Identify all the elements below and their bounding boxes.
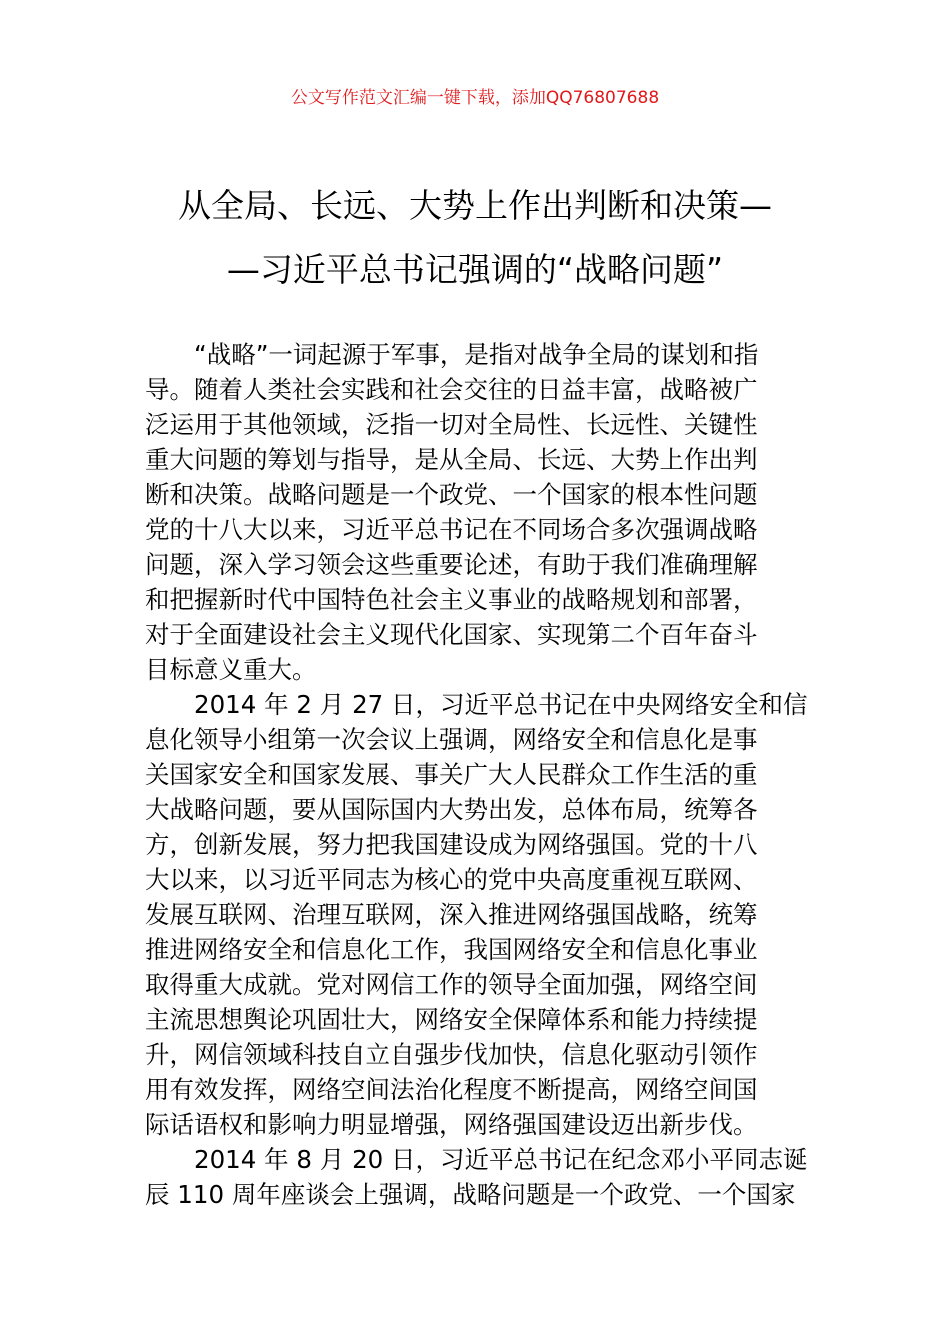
body-line: 关国家安全和国家发展、事关广大人民群众工作生活的重 <box>145 760 758 789</box>
body-line: 2014 年 2 月 27 日，习近平总书记在中央网络安全和信 <box>194 690 808 719</box>
body-line: 大以来，以习近平同志为核心的党中央高度重视互联网、 <box>145 865 758 894</box>
body-line: 取得重大成就。党对网信工作的领导全面加强，网络空间 <box>145 970 758 999</box>
body-line: 重大问题的筹划与指导，是从全局、长远、大势上作出判 <box>145 445 758 474</box>
body-line: 对于全面建设社会主义现代化国家、实现第二个百年奋斗 <box>145 620 758 649</box>
body-line: 际话语权和影响力明显增强，网络强国建设迈出新步伐。 <box>145 1110 758 1139</box>
body-line: “战略”一词起源于军事，是指对战争全局的谋划和指 <box>194 340 759 369</box>
body-line: 问题，深入学习领会这些重要论述，有助于我们准确理解 <box>145 550 758 579</box>
body-line: 2014 年 8 月 20 日，习近平总书记在纪念邓小平同志诞 <box>194 1145 808 1174</box>
document-title-line-2: —习近平总书记强调的“战略问题” <box>226 250 724 289</box>
body-line: 发展互联网、治理互联网，深入推进网络强国战略，统筹 <box>145 900 758 929</box>
body-line: 大战略问题，要从国际国内大势出发，总体布局，统筹各 <box>145 795 758 824</box>
body-line: 断和决策。战略问题是一个政党、一个国家的根本性问题 <box>145 480 758 509</box>
body-line: 辰 110 周年座谈会上强调，战略问题是一个政党、一个国家 <box>145 1180 796 1209</box>
body-line: 推进网络安全和信息化工作，我国网络安全和信息化事业 <box>145 935 758 964</box>
document-title-line-1: 从全局、长远、大势上作出判断和决策— <box>178 186 772 225</box>
body-line: 党的十八大以来，习近平总书记在不同场合多次强调战略 <box>145 515 758 544</box>
body-line: 泛运用于其他领域，泛指一切对全局性、长远性、关键性 <box>145 410 758 439</box>
body-line: 导。随着人类社会实践和社会交往的日益丰富，战略被广 <box>145 375 758 404</box>
body-line: 方，创新发展，努力把我国建设成为网络强国。党的十八 <box>145 830 758 859</box>
body-line: 和把握新时代中国特色社会主义事业的战略规划和部署， <box>145 585 758 614</box>
body-line: 目标意义重大。 <box>145 655 317 684</box>
body-line: 升，网信领域科技自立自强步伐加快，信息化驱动引领作 <box>145 1040 758 1069</box>
promo-header: 公文写作范文汇编一键下载，添加QQ76807688 <box>290 88 660 108</box>
body-line: 用有效发挥，网络空间法治化程度不断提高，网络空间国 <box>145 1075 758 1104</box>
body-line: 主流思想舆论巩固壮大，网络安全保障体系和能力持续提 <box>145 1005 758 1034</box>
body-line: 息化领导小组第一次会议上强调，网络安全和信息化是事 <box>145 725 758 754</box>
